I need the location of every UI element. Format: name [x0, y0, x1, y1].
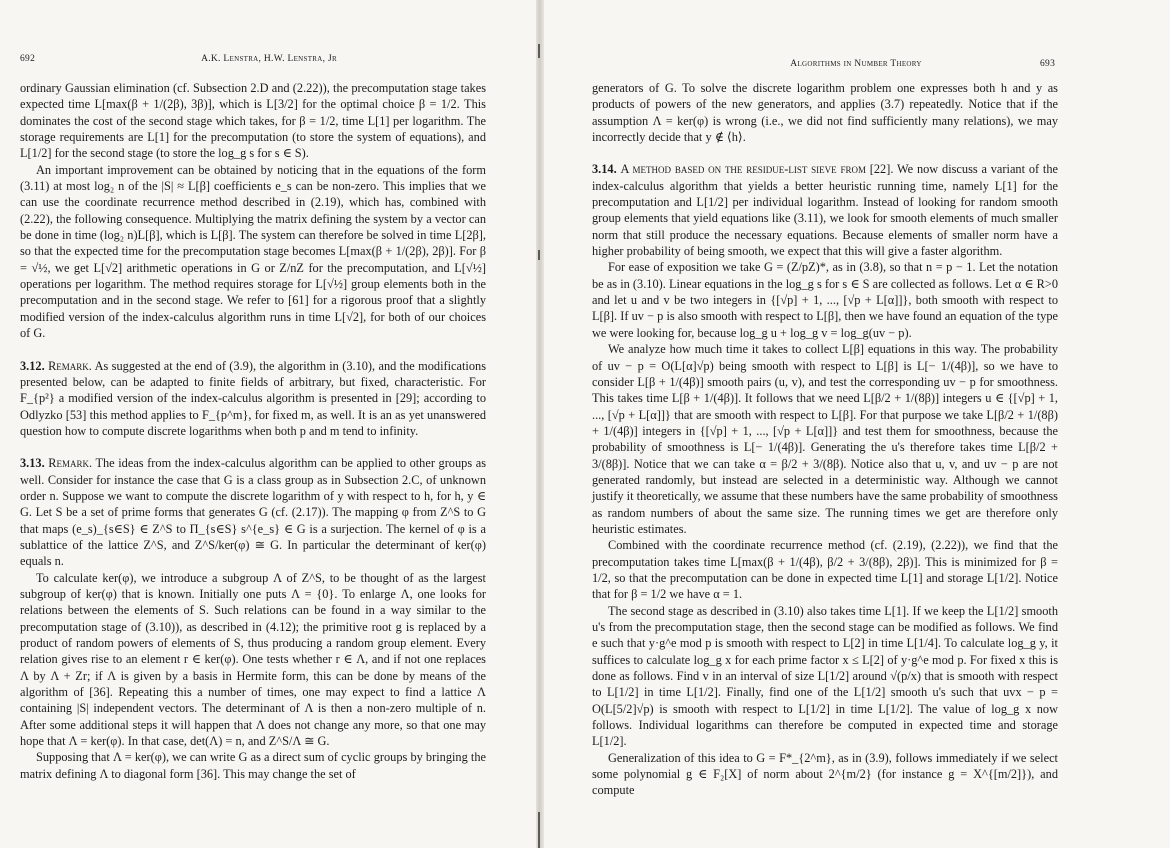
paragraph	[20, 749, 486, 782]
paragraph-text: ordinary Gaussian elimination (cf. Subsection 2.D and (2.22)), the precomputation stage takes expected time L[max(β + 1/(2β), 3β)], which is L[3/2] for the optimal choice β = 1/2. This dominates the cost of the second stage which takes, for β = 1/2, time L[1] per logarithm. The storage requirements are L[1] for the precomputation (to store the system of equations), and L[1/2] for the second stage (to store the log_g s for s ∈ S).	[20, 81, 486, 161]
paragraph-text: generators of G. To solve the discrete logarithm problem one expresses both h and y as products of powers of the new generators, and applies (3.7) repeatedly. Notice that if the assumption Λ = ker(φ) is wrong (i.e., we did not find sufficiently many relations), we may incorrectly decide that y ∉ ⟨h⟩.	[592, 81, 1058, 145]
page-number-left: 692	[20, 54, 36, 64]
right-body-text	[592, 80, 1058, 799]
paragraph	[20, 80, 486, 162]
paragraph-text: Generalization of this idea to G = F*_{2^m}, as in (3.9), follows immediately if we select some polynomial g ∈ F₂[X] of norm about 2^{m/2} (for instance g = X^{[m/2]}), and compute	[592, 750, 1058, 798]
paragraph	[592, 603, 1058, 750]
paragraph-text: Supposing that Λ = ker(φ), we can write G as a direct sum of cyclic groups by bringing the matrix defining Λ to diagonal form [36]. This may change the set of	[20, 750, 486, 781]
paragraph-text: We now discuss a variant of the index-calculus algorithm that yields a better heuristic running time, namely L[1] for the precomputation and L[1/2] per individual logarithm. Instead of looking for random smooth group elements that yield equations like (3.11), we look for smooth elements of much smaller norm that still produce the necessary equations. Because elements of smaller norm have a higher probability of being smooth, we expect that this will give a faster algorithm.	[592, 162, 1058, 259]
paragraph	[592, 537, 1058, 602]
paragraph-text: As suggested at the end of (3.9), the algorithm in (3.10), and the modifications presented below, can be adapted to finite fields of arbitrary, but fixed, characteristic. For F_{p²} a modified version of the index-calculus algorithm is presented in [29]; according to Odlyzko [53] this method applies to F_{p^m}, for fixed m, as well. It is an as yet unanswered question how to compute discrete logarithms when both p and m tend to infinity.	[20, 358, 487, 438]
running-head-left: A.K. Lenstra, H.W. Lenstra, Jr	[201, 54, 337, 64]
left-body-text	[20, 80, 486, 782]
paragraph-text: Combined with the coordinate recurrence method (cf. (2.19), (2.22)), we find that the precomputation takes time L[max(β + 1/(4β), β/2 + 3/(8β), 2β)]. This is minimized for β = 1/2, so that the precomputation can be done in expected time L[1] and storage L[1/2]. Notice that for β = 1/2 we have α = 1.	[592, 538, 1058, 602]
section-paragraph	[592, 161, 1058, 259]
paragraph	[20, 570, 486, 750]
paragraph-text: We analyze how much time it takes to collect L[β] equations in this way. The probability of uv − p = O(L[α]√p) being smooth with respect to L[β] is L[− 1/(4β)], so we have to consider L[β + 1/(4β)] smooth pairs (u, v), and test the corresponding uv − p for smoothness. This takes time L[β + 1/(4β)]. It follows that we need L[β/2 + 1/(8β)] integers u ∈ {[√p] + 1, ..., [√p + L[α]]} that are smooth with respect to L[β]. For that purpose we take L[β/2 + 1/(8β) + 1/(4β)] integers in {[√p] + 1, ..., [√p + L[α]]} and test them for smoothness, because the probability of smoothness is L[− 1/(4β)]. Generating the u's therefore takes time L[β/2 + 3/(8β)]. Notice that we can take α = β/2 + 3/(8β). Notice also that u, v, and uv − p are not generated randomly, but instead are selected in a deterministic way. Although we cannot justify it theoretically, we assume that these numbers have the same probability of smoothness as random numbers of about the same size. The running times we get are therefore only heuristic estimates.	[592, 342, 1058, 536]
section-number: 3.13.	[20, 456, 45, 471]
spine-mark	[538, 44, 540, 58]
running-head-right: Algorithms in Number Theory	[790, 59, 922, 69]
section-paragraph	[20, 358, 486, 440]
paragraph-text: The second stage as described in (3.10) also takes time L[1]. If we keep the L[1/2] smooth u's from the precomputation stage, then the second stage can be modified as follows. We find e such that y·g^e mod p is smooth with respect to L[2] in time L[1/4]. To calculate log_g y, it suffices to calculate log_g x for each prime factor x ≤ L[2] of y·g^e mod p. For fixed x this is done as follows. Find v in an interval of size L[1/2] around √(p/x) that is smooth with respect to L[1/2] in time L[1/2]. Finally, find one of the L[1/2] smooth u's such that uvx − p = O(L[5/2]√p) is smooth with respect to L[1/2] in time L[1/2]. The value of log_g x now follows. Individual logarithms can therefore be computed in expected time and storage L[1/2].	[592, 603, 1058, 749]
paragraph-text: For ease of exposition we take G = (Z/pZ)*, as in (3.8), so that n = p − 1. Let the notation be as in (3.10). Linear equations in the log_g s for s ∈ S are collected as follows. Let α ∈ R>0 and let u and v be two integers in {[√p] + 1, ..., [√p + L[α]]}, both smooth with respect to L[β]. If uv − p is also smooth with respect to L[β], then we have found an equation of the type we were looking for, because log_g u + log_g v = log_g(uv − p).	[592, 260, 1058, 340]
paragraph	[592, 80, 1058, 145]
section-number: 3.14.	[592, 162, 617, 177]
paragraph	[592, 750, 1058, 799]
spine-mark	[538, 812, 540, 848]
paragraph	[20, 162, 486, 342]
spine-mark	[538, 250, 540, 260]
section-number: 3.12.	[20, 358, 45, 373]
section-title: Remark.	[48, 456, 93, 471]
paragraph-text: The ideas from the index-calculus algorithm can be applied to other groups as well. Consider for instance the case that G is a class group as in Subsection 2.C, of unknown order n. Suppose we want to compute the discrete logarithm of y with respect to h, for h, y ∈ G. Let S be a set of prime forms that generates G (cf. (2.17)). The mapping φ from Z^S to G that maps (e_s)_{s∈S} ∈ Z^S to Π_{s∈S} s^{e_s} ∈ G is a surjection. The kernel of φ is a sublattice of the lattice Z^S, and Z^S/ker(φ) ≅ G. In particular the determinant of ker(φ) equals n.	[20, 456, 486, 569]
section-paragraph	[20, 455, 486, 569]
book-spine	[536, 0, 544, 848]
paragraph	[592, 341, 1058, 537]
paragraph-text: An important improvement can be obtained by noticing that in the equations of the form (3.11) at most log₂ n of the |S| ≈ L[β] coefficients e_s can be non-zero. This implies that we can use the coordinate recurrence method described in (2.19), which has, combined with (2.22), the following consequence. Multiplying the matrix defining the system by a vector can be done in time (log₂ n)L[β], which is L[β]. The system can therefore be solved in time L[2β], so that the expected time for the precomputation stage becomes L[max(β + 1/(2β), 2β)]. For β = √½, we get L[√2] arithmetic operations in G or Z/nZ for the precomputation, and L[√½] operations per logarithm. The method requires storage for L[√½] group elements both in the precomputation and in the second stage. We refer to [61] for a rigorous proof that a slightly modified version of the index-calculus algorithm runs in time L[√2], for both of our choices of G.	[20, 162, 486, 341]
section-title: A method based on the residue-list sieve from [22].	[620, 162, 894, 177]
section-title: Remark.	[48, 358, 92, 373]
page-number-right: 693	[1040, 59, 1056, 69]
paragraph-text: To calculate ker(φ), we introduce a subgroup Λ of Z^S, to be thought of as the largest subgroup of ker(φ) that is known. Initially one puts Λ = {0}. To enlarge Λ, one looks for relations between the elements of S. Such relations can be found in a way similar to the precomputation stage of (3.10)), as described in (4.12); the primitive root g is replaced by a product of random powers of elements of S, thus producing a random group element. Every relation gives rise to an element r ∈ ker(φ). One tests whether r ∈ Λ, and if not one replaces Λ by Λ + Zr; if Λ is given by a basis in Hermite form, this can be done by means of the algorithm of [36]. Repeating this a number of times, one may expect to find a lattice Λ containing |S| independent vectors. The determinant of Λ is then a non-zero multiple of n. After some additional steps it will happen that Λ does not change any more, so that one may hope that Λ = ker(φ). In that case, det(Λ) = n, and Z^S/Λ ≅ G.	[20, 570, 486, 749]
paragraph	[592, 259, 1058, 341]
